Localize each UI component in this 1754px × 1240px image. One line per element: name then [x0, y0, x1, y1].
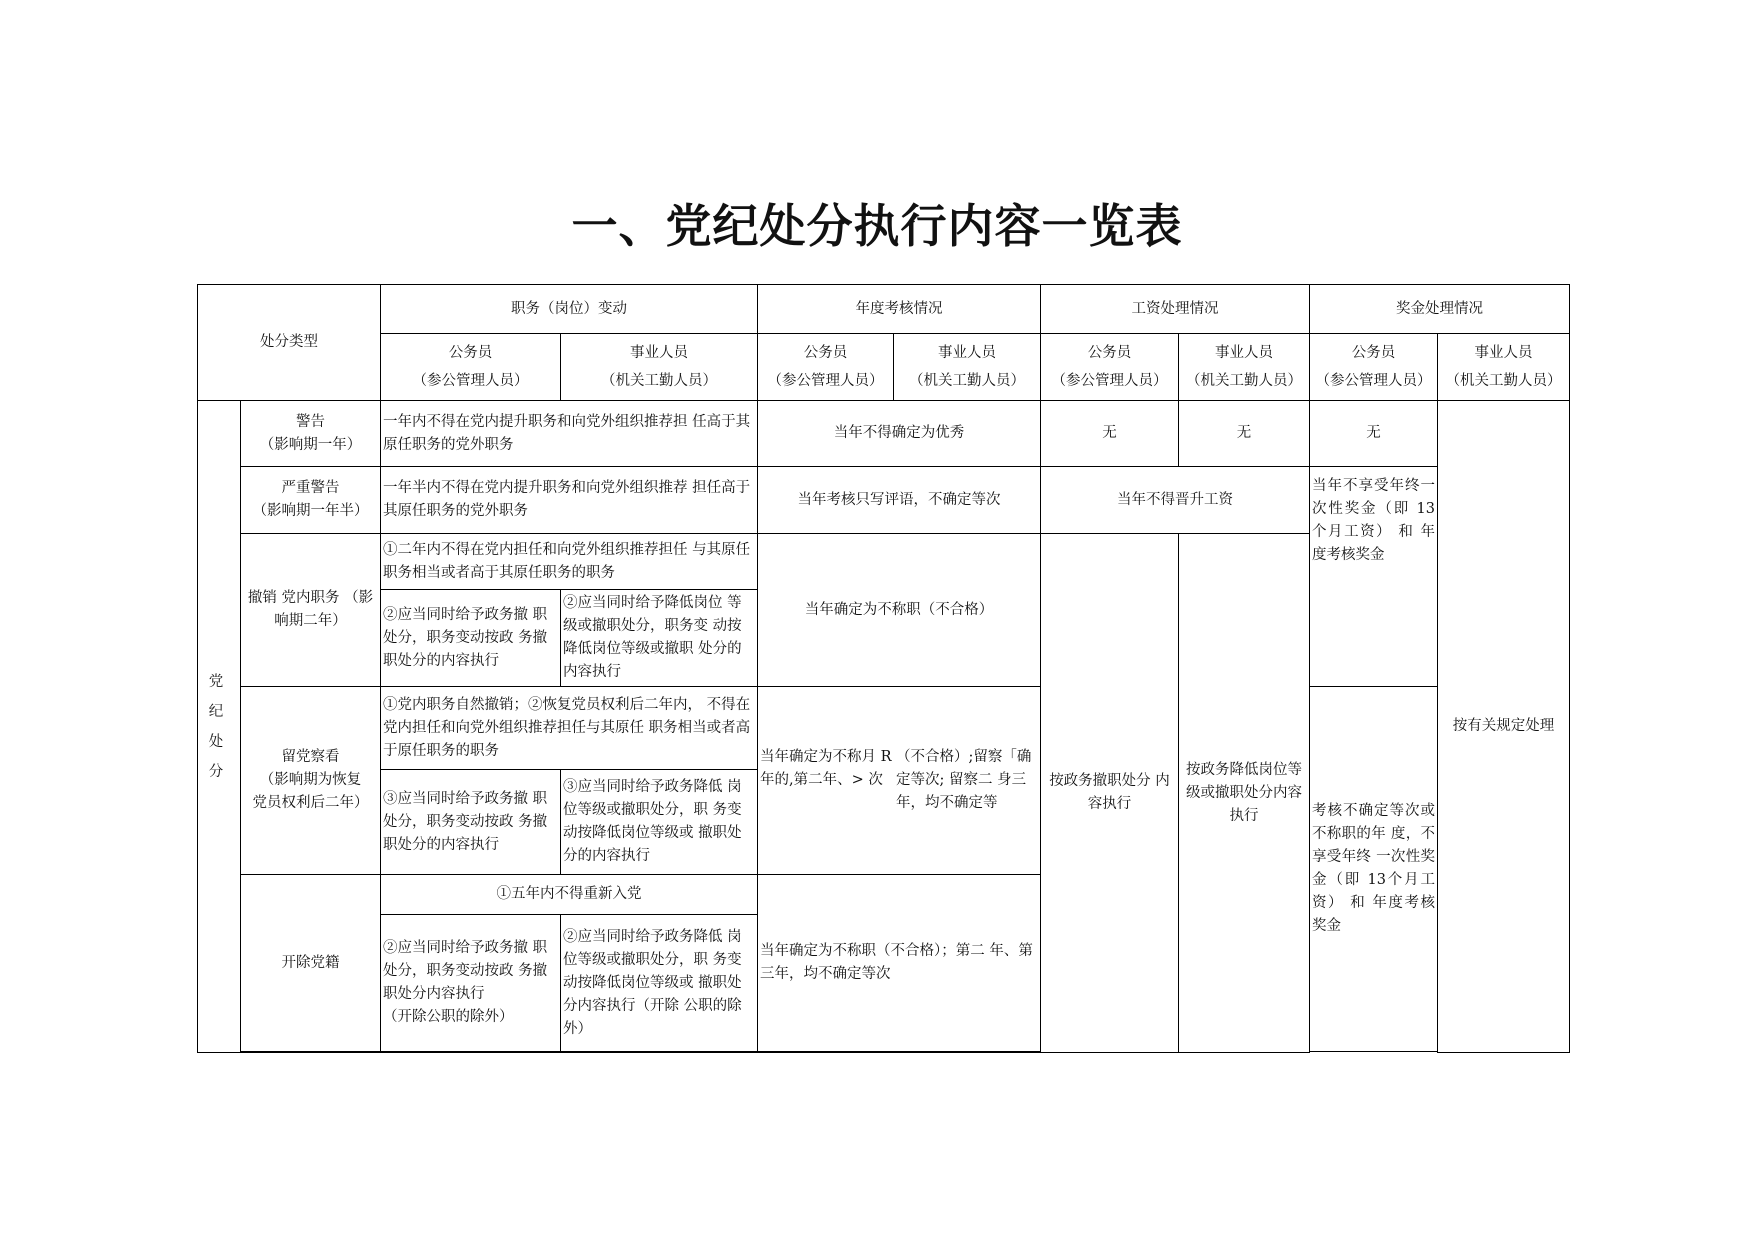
header-civil-servant: 公务员 （参公管理人员） — [1041, 334, 1179, 401]
header-type: 处分类型 — [198, 285, 381, 401]
header-civil-servant: 公务员 （参公管理人员） — [381, 334, 561, 401]
header-civil-servant: 公务员 （参公管理人员） — [1310, 334, 1438, 401]
header-group-bonus: 奖金处理情况 — [1310, 285, 1570, 334]
probation-position-2-cs: ③应当同时给予政务撤 职处分，职务变动按政 务撤职处分的内容执行 — [381, 770, 561, 875]
header-civil-servant: 公务员 （参公管理人员） — [758, 334, 894, 401]
bonus-cs-lower: 考核不确定等次或不称职的年 度，不享受年终 一次性奖金（即 13个月工资） 和 年度考核奖金 — [1310, 687, 1438, 1052]
expel-position-2-is: ②应当同时给予政务降低 岗位等级或撤职处分，职 务变动按降低岗位等级或 撤职处分内容执行（开除 公职的除外） — [561, 915, 758, 1052]
expel-position-1: ①五年内不得重新入党 — [381, 875, 758, 915]
header-institution-staff: 事业人员 （机关工勤人员） — [561, 334, 758, 401]
revoke-position-2-cs: ②应当同时给予政务撤 职处分，职务变动按政 务撤职处分的内容执行 — [381, 590, 561, 687]
probation-appraisal: 当年确定为不称月 R 年的,第二年、> 次 （不合格）;留察「确 定等次; 留察二 身三 年，均不确定等 — [758, 687, 1041, 875]
revoke-position-1: ①二年内不得在党内担任和向党外组织推荐担任 与其原任职务相当或者高于其原任职务的职务 — [381, 534, 758, 590]
salary-cs-merged: 按政务撤职处分 内容执行 — [1041, 534, 1179, 1053]
type-serious-warning: 严重警告 （影响期一年半） — [241, 467, 381, 534]
bonus-cs-upper: 当年不享受年终一次性奖金（即 13 个月工资） 和 年度考核奖金 — [1310, 467, 1438, 687]
header-group-salary: 工资处理情况 — [1041, 285, 1310, 334]
header-institution-staff: 事业人员 （机关工勤人员） — [894, 334, 1041, 401]
header-institution-staff: 事业人员 （机关工勤人员） — [1438, 334, 1570, 401]
salary-is-merged: 按政务降低岗位等级或撤职处分内容执行 — [1179, 534, 1310, 1053]
page-title: 一、党纪处分执行内容一览表 — [571, 199, 1183, 253]
type-expel: 开除党籍 — [241, 875, 381, 1052]
warning-bonus-cs: 无 — [1310, 401, 1438, 467]
warning-position: 一年内不得在党内提升职务和向党外组织推荐担 任高于其原任职务的党外职务 — [381, 401, 758, 467]
revoke-position-2-is: ②应当同时给予降低岗位 等级或撤职处分，职务变 动按降低岗位等级或撤职 处分的内容执行 — [561, 590, 758, 687]
discipline-table — [197, 284, 1570, 1053]
probation-position-2-is: ③应当同时给予政务降低 岗位等级或撤职处分，职 务变动按降低岗位等级或 撤职处分的内容执行 — [561, 770, 758, 875]
header-group-appraisal: 年度考核情况 — [758, 285, 1041, 334]
serious-warning-position: 一年半内不得在党内提升职务和向党外组织推荐 担任高于其原任职务的党外职务 — [381, 467, 758, 534]
warning-appraisal: 当年不得确定为优秀 — [758, 401, 1041, 467]
header-group-position: 职务（岗位）变动 — [381, 285, 758, 334]
expel-position-2-cs: ②应当同时给予政务撤 职处分，职务变动按政 务撤职处分内容执行 （开除公职的除外） — [381, 915, 561, 1052]
serious-warning-appraisal: 当年考核只写评语，不确定等次 — [758, 467, 1041, 534]
revoke-appraisal: 当年确定为不称职（不合格） — [758, 534, 1041, 687]
warning-salary-cs: 无 — [1041, 401, 1179, 467]
spacer — [241, 1052, 1041, 1053]
side-label: 党 纪 处 分 — [198, 401, 241, 1053]
type-revoke: 撤销 党内职务 （影 响期二年） — [241, 534, 381, 687]
serious-warning-salary: 当年不得晋升工资 — [1041, 467, 1310, 534]
probation-position-1: ①党内职务自然撤销；②恢复党员权利后二年内， 不得在党内担任和向党外组织推荐担任与其原任 职务相当或者高于原任职务的职务 — [381, 687, 758, 770]
warning-salary-is: 无 — [1179, 401, 1310, 467]
type-warning: 警告 （影响期一年） — [241, 401, 381, 467]
bonus-is-merged: 按有关规定处理 — [1438, 401, 1570, 1053]
header-institution-staff: 事业人员 （机关工勤人员） — [1179, 334, 1310, 401]
type-probation: 留党察看 （影响期为恢复 党员权利后二年） — [241, 687, 381, 875]
expel-appraisal: 当年确定为不称职（不合格）；第二 年、第三年，均不确定等次 — [758, 875, 1041, 1052]
